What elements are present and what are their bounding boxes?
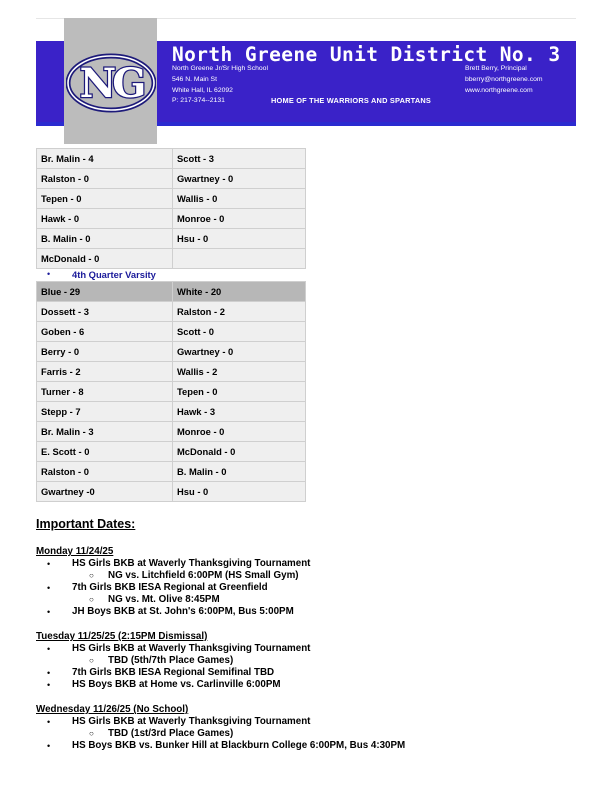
phone-number: P: 217-374--2131: [172, 97, 225, 104]
event-item: HS Boys BKB vs. Bunker Hill at Blackburn College 6:00PM, Bus 4:30PM: [72, 740, 406, 751]
scoring-table-2: [36, 281, 306, 502]
event-detail: NG vs. Mt. Olive 8:45PM: [108, 594, 220, 605]
event-item: HS Boys BKB at Home vs. Carlinville 6:00PM: [72, 679, 281, 690]
event-detail: TBD (5th/7th Place Games): [108, 655, 234, 666]
table-cell: Stepp - 7: [37, 402, 173, 422]
sub-bullet-icon: ○: [89, 595, 94, 604]
table-cell: Berry - 0: [37, 342, 173, 362]
table-row: [37, 322, 306, 342]
bullet-icon: •: [47, 607, 51, 617]
table-cell: Tepen - 0: [173, 382, 306, 402]
district-motto: HOME OF THE WARRIORS AND SPARTANS: [271, 96, 432, 105]
table-cell: Hsu - 0: [173, 229, 306, 249]
table-cell: Goben - 6: [37, 322, 173, 342]
date-heading: Monday 11/24/25: [36, 546, 114, 557]
table-cell: Wallis - 0: [173, 189, 306, 209]
table-row: [37, 209, 306, 229]
table-cell: Hawk - 3: [173, 402, 306, 422]
bullet-icon: •: [47, 559, 51, 569]
table-row: [37, 229, 306, 249]
table-cell: Wallis - 2: [173, 362, 306, 382]
table-cell: McDonald - 0: [37, 249, 173, 269]
table-cell: Monroe - 0: [173, 209, 306, 229]
bullet-icon: •: [47, 741, 51, 751]
event-item: JH Boys BKB at St. John's 6:00PM, Bus 5:00PM: [72, 606, 294, 617]
table-row: [37, 302, 306, 322]
table-row: [37, 169, 306, 189]
date-heading: Tuesday 11/25/25 (2:15PM Dismissal): [36, 631, 208, 642]
principal-name: Brett Berry, Principal: [465, 65, 527, 72]
table-cell: Hawk - 0: [37, 209, 173, 229]
table-row: [37, 382, 306, 402]
sub-bullet-icon: ○: [89, 571, 94, 580]
event-detail: NG vs. Litchfield 6:00PM (HS Small Gym): [108, 570, 299, 581]
event-detail: TBD (1st/3rd Place Games): [108, 728, 234, 739]
table-cell: Gwartney - 0: [173, 342, 306, 362]
sub-bullet-icon: ○: [89, 729, 94, 738]
date-heading: Wednesday 11/26/25 (No School): [36, 704, 189, 715]
table-row: [37, 462, 306, 482]
table-row: [37, 402, 306, 422]
table-cell: Dossett - 3: [37, 302, 173, 322]
scoring-table-1: [36, 148, 306, 269]
section-label: 4th Quarter Varsity: [72, 269, 156, 280]
table-cell: Monroe - 0: [173, 422, 306, 442]
principal-email[interactable]: bberry@northgreene.com: [465, 76, 543, 83]
table-cell: B. Malin - 0: [37, 229, 173, 249]
table-row: [37, 482, 306, 502]
sub-bullet-icon: ○: [89, 656, 94, 665]
city-line: White Hall, IL 62092: [172, 87, 233, 94]
bullet-icon: •: [47, 583, 51, 593]
table-cell: Ralston - 0: [37, 462, 173, 482]
table-cell: Br. Malin - 4: [37, 149, 173, 169]
bullet-icon: •: [47, 717, 51, 727]
table-row: [37, 422, 306, 442]
table-cell: Turner - 8: [37, 382, 173, 402]
district-website[interactable]: www.northgreene.com: [465, 87, 533, 94]
table-cell: Scott - 3: [173, 149, 306, 169]
table-cell: [173, 249, 306, 269]
bullet-icon: •: [47, 269, 51, 279]
table-row: [37, 442, 306, 462]
important-dates-heading: Important Dates:: [36, 517, 136, 531]
address-line: 546 N. Main St: [172, 76, 217, 83]
event-item: HS Girls BKB at Waverly Thanksgiving Tournament: [72, 716, 311, 727]
bullet-icon: •: [47, 668, 51, 678]
table-cell: Hsu - 0: [173, 482, 306, 502]
team-score-blue: Blue - 29: [37, 282, 173, 302]
table-row: [37, 149, 306, 169]
table-cell: Gwartney - 0: [173, 169, 306, 189]
table-cell: Gwartney -0: [37, 482, 173, 502]
district-logo-icon: [66, 53, 156, 113]
table-row: [37, 362, 306, 382]
event-item: 7th Girls BKB IESA Regional at Greenfield: [72, 582, 268, 593]
school-name: North Greene Jr/Sr High School: [172, 65, 268, 72]
table-cell: Tepen - 0: [37, 189, 173, 209]
district-title: North Greene Unit District No. 3: [172, 43, 561, 66]
event-item: HS Girls BKB at Waverly Thanksgiving Tournament: [72, 643, 311, 654]
table-cell: Farris - 2: [37, 362, 173, 382]
bullet-icon: •: [47, 680, 51, 690]
event-item: HS Girls BKB at Waverly Thanksgiving Tournament: [72, 558, 311, 569]
logo-lettering: NG: [79, 60, 143, 107]
table-header-row: [37, 282, 306, 302]
table-row: [37, 249, 306, 269]
table-cell: Scott - 0: [173, 322, 306, 342]
team-score-white: White - 20: [173, 282, 306, 302]
bullet-icon: •: [47, 644, 51, 654]
table-row: [37, 189, 306, 209]
table-cell: Br. Malin - 3: [37, 422, 173, 442]
table-cell: E. Scott - 0: [37, 442, 173, 462]
table-row: [37, 342, 306, 362]
table-cell: McDonald - 0: [173, 442, 306, 462]
event-item: 7th Girls BKB IESA Regional Semifinal TBD: [72, 667, 275, 678]
table-cell: Ralston - 0: [37, 169, 173, 189]
table-cell: B. Malin - 0: [173, 462, 306, 482]
table-cell: Ralston - 2: [173, 302, 306, 322]
